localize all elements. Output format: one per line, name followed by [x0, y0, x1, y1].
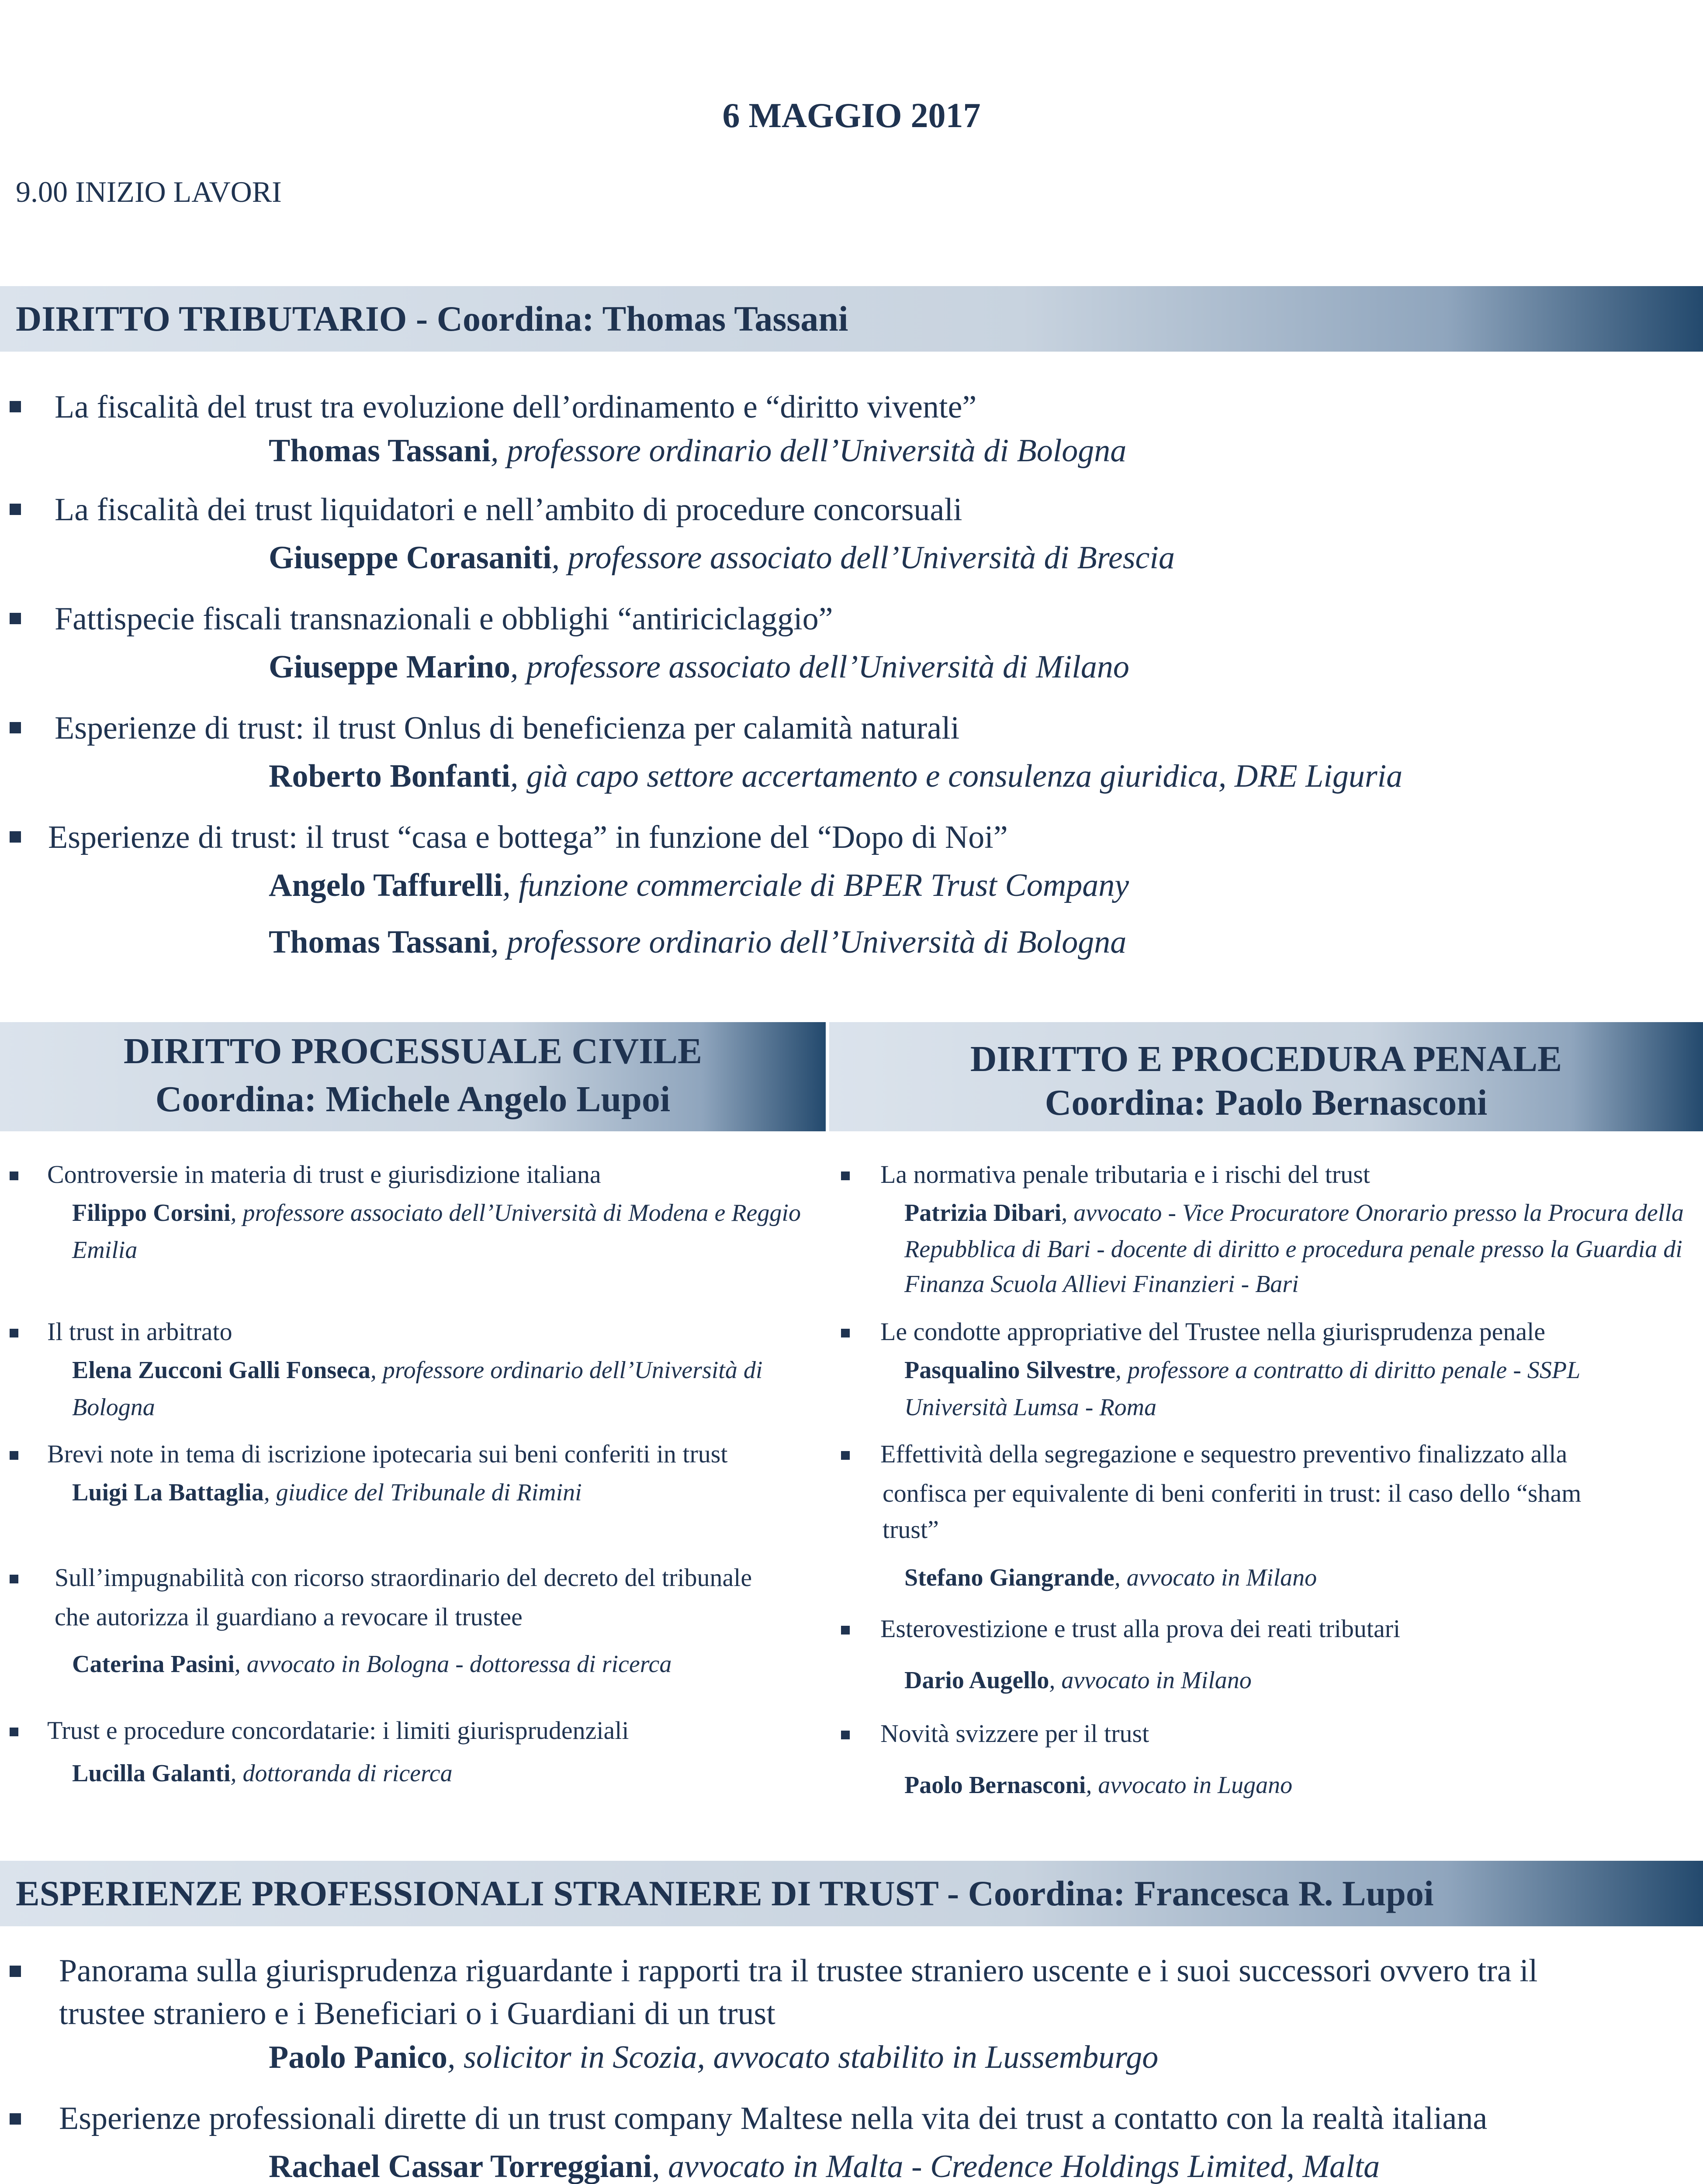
topic: La fiscalità del trust tra evoluzione dell’ordinamento e “diritto vivente” [55, 389, 977, 425]
section-header-tributario [0, 286, 1703, 352]
topic-cont: che autorizza il guardiano a revocare il trustee [55, 1603, 523, 1631]
section-header-stranieri [0, 1861, 1703, 1926]
speaker-role-cont: Bologna [72, 1394, 155, 1421]
speaker-role-cont: Università Lumsa - Roma [904, 1394, 1157, 1421]
speaker-role-cont: Finanza Scuola Allievi Finanzieri - Bari [904, 1271, 1299, 1298]
topic: Sull’impugnabilità con ricorso straordinario del decreto del tribunale [55, 1563, 752, 1592]
event-date: 6 MAGGIO 2017 [722, 97, 981, 135]
topic: Effettività della segregazione e sequestro preventivo finalizzato alla [880, 1440, 1568, 1468]
speaker: Paolo Bernasconi, avvocato in Lugano [904, 1772, 1293, 1799]
bullet-icon [10, 1171, 18, 1180]
topic: La normativa penale tributaria e i rischi del trust [880, 1160, 1370, 1189]
bullet-icon [10, 1451, 18, 1460]
bullet-icon [841, 1626, 850, 1635]
section-title: DIRITTO PROCESSUALE CIVILE [123, 1031, 703, 1071]
topic: Esterovestizione e trust alla prova dei reati tributari [880, 1614, 1401, 1643]
speaker: Caterina Pasini, avvocato in Bologna - dottoressa di ricerca [72, 1651, 672, 1678]
bullet-icon [10, 722, 21, 733]
bullet-icon [10, 1966, 21, 1977]
bullet-icon [10, 1329, 18, 1337]
speaker: Elena Zucconi Galli Fonseca, professore ordinario dell’Università di [72, 1357, 763, 1384]
topic: Esperienze di trust: il trust Onlus di beneficienza per calamità naturali [55, 710, 960, 746]
speaker: Lucilla Galanti, dottoranda di ricerca [72, 1760, 453, 1787]
topic: Trust e procedure concordatarie: i limiti giurisprudenziali [47, 1716, 629, 1745]
bullet-icon [10, 504, 21, 515]
bullet-icon [841, 1329, 850, 1337]
section-coordinator: Coordina: Michele Angelo Lupoi [155, 1079, 671, 1120]
topic: Controversie in materia di trust e giurisdizione italiana [47, 1160, 601, 1189]
topic: Le condotte appropriative del Trustee nella giurisprudenza penale [880, 1317, 1545, 1346]
topic: La fiscalità dei trust liquidatori e nell’ambito di procedure concorsuali [55, 492, 962, 528]
start-time: 9.00 INIZIO LAVORI [16, 175, 282, 208]
speaker: Dario Augello, avvocato in Milano [904, 1667, 1252, 1694]
bullet-icon [10, 831, 21, 843]
speaker-role-cont: Emilia [72, 1237, 138, 1264]
section-title: DIRITTO TRIBUTARIO - Coordina: Thomas Tassani [16, 299, 848, 339]
section-title: DIRITTO E PROCEDURA PENALE [970, 1039, 1562, 1079]
bullet-icon [10, 401, 21, 412]
section-header-penale [826, 1022, 1703, 1131]
topic: Esperienze professionali dirette di un trust company Maltese nella vita dei trust a contatto con la realtà italiana [59, 2101, 1488, 2136]
bullet-icon [10, 613, 21, 624]
bullet-icon [10, 2113, 21, 2125]
speaker: Paolo Panico, solicitor in Scozia, avvocato stabilito in Lussemburgo [269, 2039, 1159, 2075]
speaker: Luigi La Battaglia, giudice del Tribunale di Rimini [72, 1479, 582, 1506]
topic-cont: trust” [883, 1515, 939, 1544]
speaker: Giuseppe Marino, professore associato dell’Università di Milano [269, 649, 1129, 685]
speaker: Angelo Taffurelli, funzione commerciale di BPER Trust Company [269, 867, 1129, 903]
speaker: Roberto Bonfanti, già capo settore accertamento e consulenza giuridica, DRE Liguria [269, 758, 1403, 794]
speaker: Thomas Tassani, professore ordinario dell’Università di Bologna [269, 433, 1127, 469]
speaker: Rachael Cassar Torreggiani, avvocato in Malta - Credence Holdings Limited, Malta [269, 2149, 1380, 2184]
bullet-icon [10, 1575, 18, 1583]
topic: Brevi note in tema di iscrizione ipotecaria sui beni conferiti in trust [47, 1440, 728, 1468]
speaker: Stefano Giangrande, avvocato in Milano [904, 1564, 1317, 1591]
topic: Il trust in arbitrato [47, 1317, 232, 1346]
speaker: Giuseppe Corasaniti, professore associato dell’Università di Brescia [269, 540, 1175, 576]
topic: Fattispecie fiscali transnazionali e obblighi “antiriciclaggio” [55, 601, 833, 637]
speaker: Patrizia Dibari, avvocato - Vice Procuratore Onorario presso la Procura della [904, 1199, 1684, 1227]
bullet-icon [841, 1731, 850, 1739]
section-title: ESPERIENZE PROFESSIONALI STRANIERE DI TRUST - Coordina: Francesca R. Lupoi [16, 1873, 1434, 1913]
topic: Novità svizzere per il trust [880, 1719, 1149, 1748]
speaker: Thomas Tassani, professore ordinario dell’Università di Bologna [269, 924, 1127, 960]
speaker-role-cont: Repubblica di Bari - docente di diritto e procedura penale presso la Guardia di [904, 1236, 1682, 1263]
topic-cont: trustee straniero e i Beneficiari o i Guardiani di un trust [59, 1996, 775, 2032]
speaker: Pasqualino Silvestre, professore a contratto di diritto penale - SSPL [904, 1357, 1581, 1384]
bullet-icon [841, 1171, 850, 1180]
bullet-icon [841, 1451, 850, 1460]
section-coordinator: Coordina: Paolo Bernasconi [1045, 1082, 1488, 1123]
topic: Esperienze di trust: il trust “casa e bottega” in funzione del “Dopo di Noi” [48, 819, 1008, 855]
topic-cont: confisca per equivalente di beni conferiti in trust: il caso dello “sham [883, 1479, 1582, 1507]
bullet-icon [10, 1728, 18, 1736]
section-header-civile [0, 1022, 826, 1131]
topic: Panorama sulla giurisprudenza riguardante i rapporti tra il trustee straniero uscente e i suoi successori ovvero tra il [59, 1953, 1538, 1989]
speaker: Filippo Corsini, professore associato dell’Università di Modena e Reggio [72, 1199, 801, 1227]
